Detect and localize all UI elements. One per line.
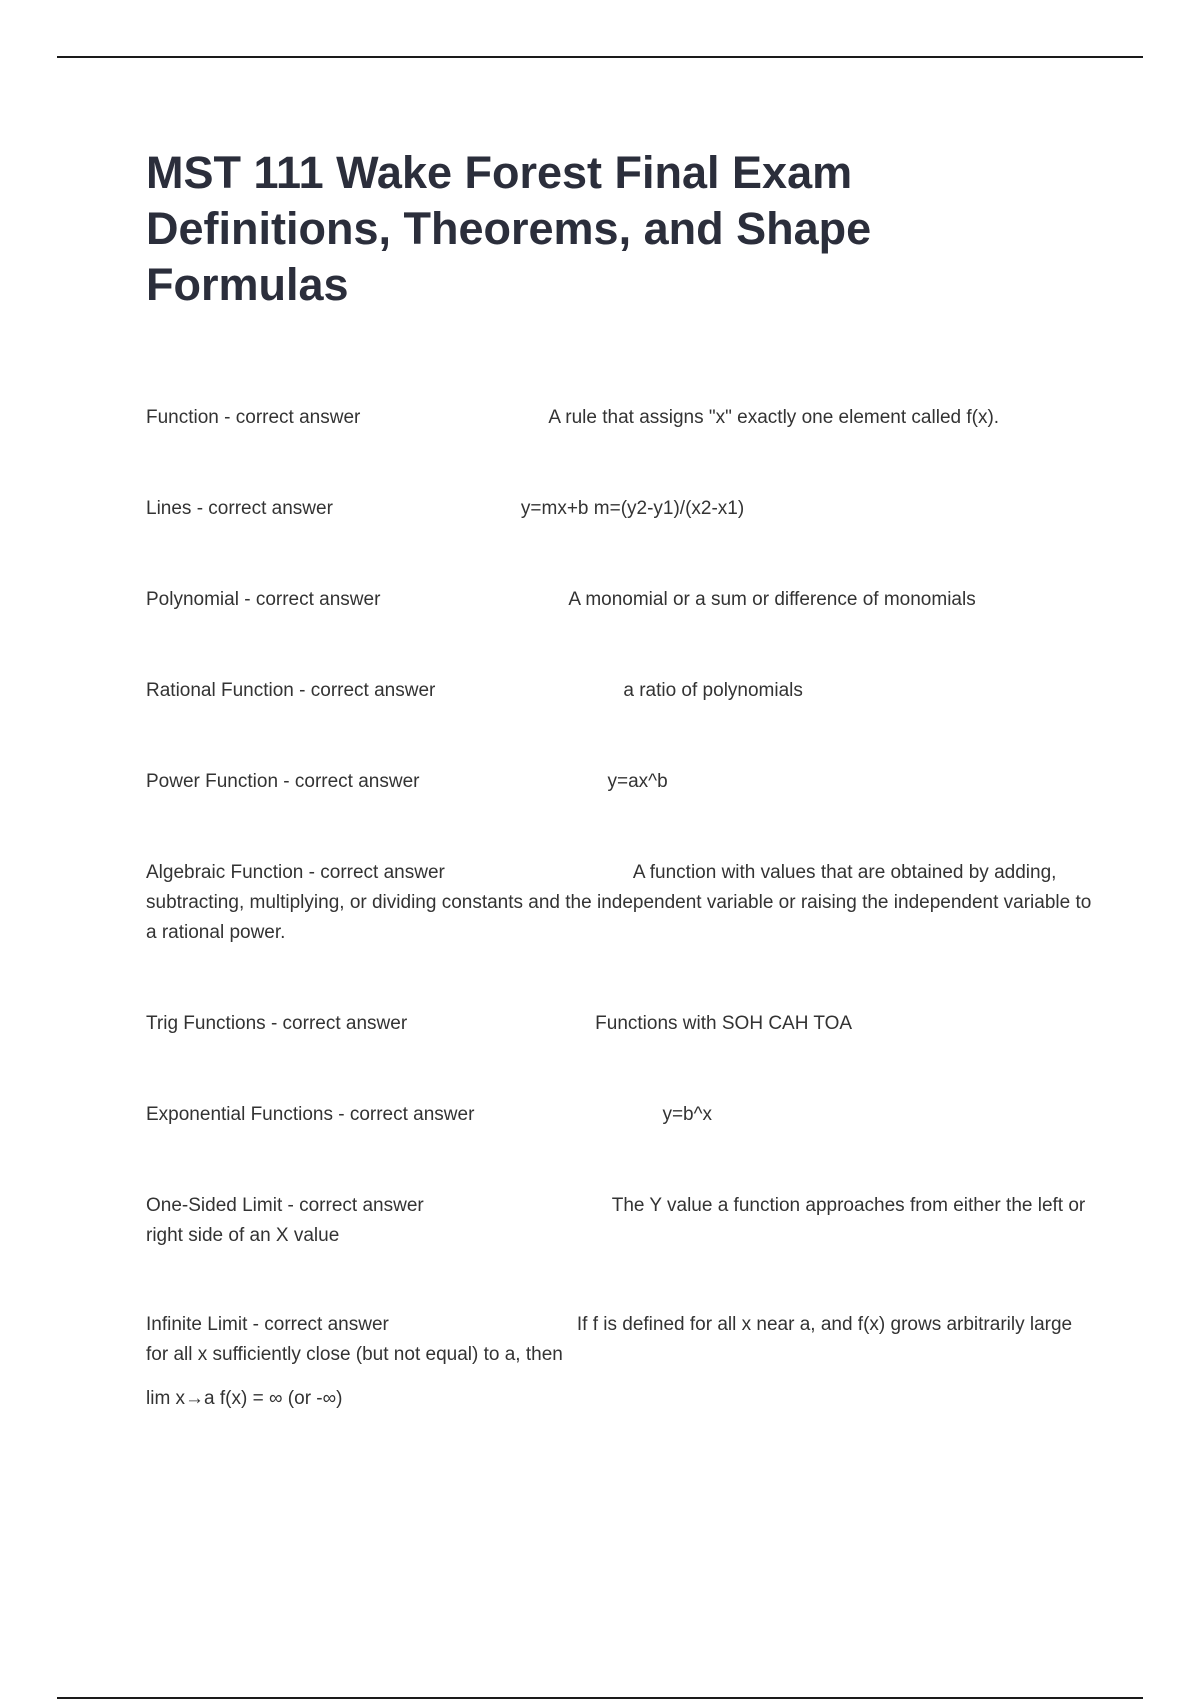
entry-definition: A monomial or a sum or difference of monomials: [568, 589, 976, 610]
entry-definition: A rule that assigns "x" exactly one element called f(x).: [548, 407, 1000, 428]
entry-definition: A function with values that are obtained by adding, subtracting, multiplying, or dividing constants and the independent variable or raising the independent variable to a rational power.: [146, 862, 1092, 943]
entry-function: [146, 403, 1096, 433]
title-line-2: Definitions, Theorems, and Shape: [146, 203, 872, 254]
entry-rational-function: [146, 676, 1096, 706]
entry-algebraic-function: [146, 858, 1096, 948]
entry-lines: [146, 494, 1096, 524]
entry-term: Infinite Limit - correct answer: [146, 1314, 389, 1335]
top-rule: [57, 56, 1143, 58]
entry-definition: The Y value a function approaches from either the left or right side of an X value: [146, 1195, 1086, 1246]
entry-definition: If f is defined for all x near a, and f(x) grows arbitrarily large for all x sufficiently close (but not equal) to a, then: [146, 1314, 1073, 1365]
entry-polynomial: [146, 585, 1096, 615]
bottom-rule: [57, 1697, 1143, 1699]
entry-one-sided-limit: [146, 1191, 1096, 1251]
entry-term: One-Sided Limit - correct answer: [146, 1195, 424, 1216]
entry-definition: y=ax^b: [607, 771, 668, 792]
entry-term: Lines - correct answer: [146, 498, 333, 519]
entry-term: Algebraic Function - correct answer: [146, 862, 445, 883]
entry-trig-functions: [146, 1009, 1096, 1039]
entry-definition: y=mx+b m=(y2-y1)/(x2-x1): [520, 498, 745, 519]
entry-term: Power Function - correct answer: [146, 771, 420, 792]
entry-term: Polynomial - correct answer: [146, 589, 381, 610]
entry-term: Rational Function - correct answer: [146, 680, 436, 701]
entry-exponential-functions: [146, 1100, 1096, 1130]
limit-formula: lim x→a f(x) = ∞ (or -∞): [146, 1388, 343, 1409]
entry-infinite-limit: [146, 1310, 1096, 1414]
title-line-1: MST 111 Wake Forest Final Exam: [146, 147, 853, 198]
entry-term: Function - correct answer: [146, 407, 361, 428]
title-line-3: Formulas: [146, 259, 349, 310]
entry-term: Exponential Functions - correct answer: [146, 1104, 475, 1125]
entry-definition: a ratio of polynomials: [623, 680, 803, 701]
document-title: [146, 145, 1106, 313]
entry-power-function: [146, 767, 1096, 797]
entry-definition: y=b^x: [662, 1104, 713, 1125]
entry-term: Trig Functions - correct answer: [146, 1013, 408, 1034]
entry-definition: Functions with SOH CAH TOA: [595, 1013, 853, 1034]
